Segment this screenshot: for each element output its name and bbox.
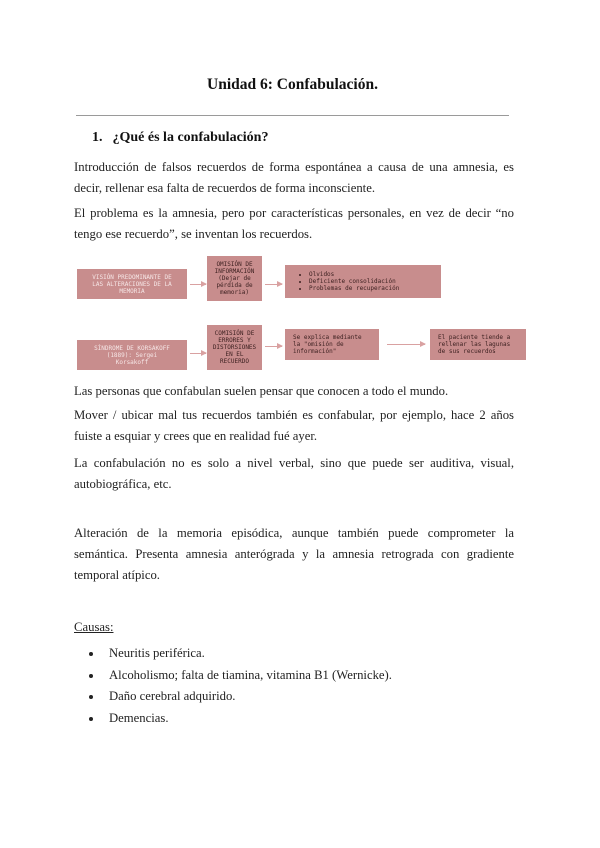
bullet-icon bbox=[89, 695, 93, 699]
verbal-paragraph bbox=[74, 453, 514, 495]
box-line: SÍNDROME DE KORSAKOFF bbox=[94, 344, 170, 352]
box-line: información" bbox=[293, 348, 337, 355]
box-line: rellenar las lagunas bbox=[438, 341, 511, 348]
text-line: tengo ese recuerdo”, se inventan los recuerdos. bbox=[74, 227, 313, 241]
text-line: Introducción de falsos recuerdos de forma espontánea a causa de una amnesia, es bbox=[74, 160, 514, 174]
box-line: MEMORIA bbox=[119, 287, 145, 295]
diagram-bullet: • Problemas de recuperación bbox=[309, 285, 399, 292]
box-line: VISIÓN PREDOMINANTE DE bbox=[92, 273, 172, 281]
diagram-bullet: • Olvidos bbox=[309, 271, 399, 278]
text-line: temporal atípico. bbox=[74, 568, 160, 582]
text-line: El problema es la amnesia, pero por características personales, en vez de decir “no bbox=[74, 206, 514, 220]
text-line: Las personas que confabulan suelen pensar que conocen a todo el mundo. bbox=[74, 384, 449, 398]
box-line: OMISIÓN DE bbox=[216, 261, 253, 268]
box-line: INFORMACIÓN bbox=[214, 268, 255, 275]
text-line: Mover / ubicar mal tus recuerdos también es confabular, por ejemplo, hace 2 años bbox=[74, 408, 514, 422]
list-item-text: Demencias. bbox=[109, 710, 169, 725]
diagram-arrow bbox=[190, 284, 206, 285]
box-line: COMISIÓN DE bbox=[214, 330, 255, 337]
box-line: RECUERDO bbox=[220, 358, 249, 365]
diagram-arrow bbox=[265, 346, 282, 347]
diagram-bullet-list bbox=[293, 271, 399, 292]
text-line: decir, rellenar esa falta de recuerdos de forma inconsciente. bbox=[74, 181, 376, 195]
causes-list bbox=[74, 643, 392, 729]
diagram-box-korsakoff bbox=[77, 340, 187, 370]
text-line: semántica. Presenta amnesia anterógrada y la amnesia retrograda con gradiente bbox=[74, 547, 514, 561]
move-paragraph bbox=[74, 405, 514, 447]
intro-paragraph bbox=[74, 157, 514, 199]
list-item-text: Neuritis periférica. bbox=[109, 646, 205, 660]
diagram-arrow bbox=[387, 344, 425, 345]
text-line: fuiste a esquiar y crees que en realidad fué ayer. bbox=[74, 429, 318, 443]
text-line: Alteración de la memoria episódica, aunque también puede comprometer la bbox=[74, 526, 514, 540]
box-line: EN EL bbox=[225, 351, 244, 358]
diagram-box-omission bbox=[207, 256, 262, 301]
title-divider bbox=[76, 115, 509, 116]
list-item bbox=[74, 708, 392, 730]
box-line: pérdida de bbox=[216, 282, 253, 289]
causes-heading: Causas: bbox=[74, 620, 114, 634]
diagram-bullet: • Deficiente consolidación bbox=[309, 278, 399, 285]
box-line: memoria) bbox=[220, 289, 249, 296]
text-line: La confabulación no es solo a nivel verbal, sino que puede ser auditiva, visual, bbox=[74, 456, 514, 470]
section-number: 1. bbox=[92, 130, 103, 145]
box-line: Korsakoff bbox=[115, 358, 149, 366]
box-line: ERRORES Y bbox=[218, 337, 251, 344]
list-item bbox=[74, 665, 392, 687]
box-line: El paciente tiende a bbox=[438, 334, 511, 341]
problem-paragraph bbox=[74, 203, 514, 245]
diagram-box-patient bbox=[430, 329, 526, 360]
section-heading bbox=[92, 130, 268, 146]
list-item-text: Daño cerebral adquirido. bbox=[109, 689, 236, 703]
list-item-text: Alcoholismo; falta de tiamina, vitamina B1 (Wernicke). bbox=[109, 667, 392, 682]
box-line: (1889): Sergei bbox=[106, 351, 158, 359]
bullet-icon bbox=[89, 717, 93, 721]
box-line: de sus recuerdos bbox=[438, 348, 496, 355]
diagram-box-causes bbox=[285, 265, 441, 298]
box-line: (Dejar de bbox=[218, 275, 251, 282]
diagram-arrow bbox=[265, 284, 282, 285]
list-item bbox=[74, 686, 392, 708]
bullet-icon bbox=[89, 652, 93, 656]
alteration-paragraph bbox=[74, 523, 514, 586]
box-line: DISTORSIONES bbox=[212, 344, 257, 351]
diagram-arrow bbox=[190, 353, 206, 354]
text-line: autobiográfica, etc. bbox=[74, 477, 172, 491]
box-line: LAS ALTERACIONES DE LA bbox=[92, 280, 172, 288]
diagram-box-commission bbox=[207, 325, 262, 370]
diagram-box-memory-view bbox=[77, 269, 187, 299]
section-heading-text: ¿Qué és la confabulación? bbox=[112, 130, 269, 145]
box-line: Se explica mediante bbox=[293, 334, 362, 341]
box-line: la "omisión de bbox=[293, 341, 344, 348]
diagram-box-explanation bbox=[285, 329, 379, 360]
list-item bbox=[74, 643, 392, 665]
bullet-icon bbox=[89, 674, 93, 678]
people-paragraph bbox=[74, 381, 514, 402]
page-title: Unidad 6: Confabulación. bbox=[207, 76, 378, 93]
